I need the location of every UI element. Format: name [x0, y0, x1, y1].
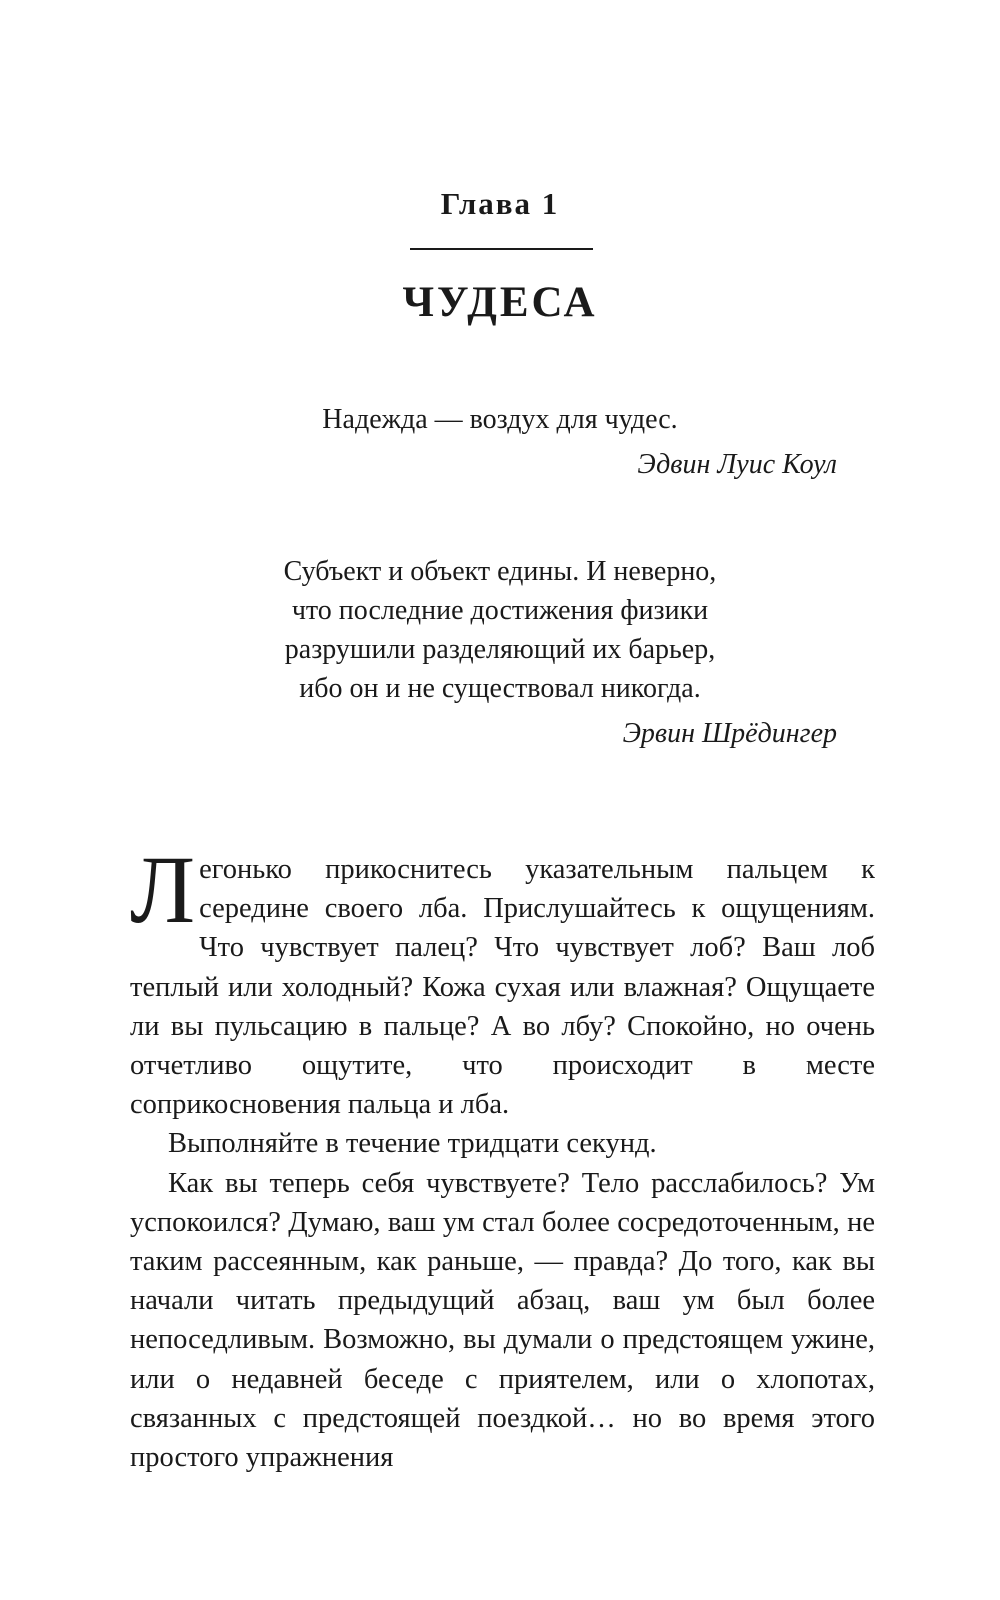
epigraph-line: что последние достижения физики — [291, 595, 709, 626]
chapter-body — [130, 836, 875, 1477]
epigraph-author: Эдвин Луис Коул — [637, 449, 837, 480]
epigraph — [0, 400, 1000, 484]
chapter-label: Глава 1 — [440, 186, 560, 221]
paragraph — [130, 836, 875, 1124]
chapter-divider — [410, 248, 593, 250]
epigraph — [0, 552, 1000, 753]
chapter-title: ЧУДЕСА — [402, 279, 598, 326]
epigraph-line: разрушили разделяющий их барьер, — [284, 634, 716, 665]
epigraph-author: Эрвин Шрёдингер — [622, 718, 837, 749]
drop-cap: Л — [130, 836, 196, 943]
epigraph-line: ибо он и не существовал никогда. — [299, 673, 701, 704]
paragraph: Как вы теперь себя чувствуете? Тело расслабилось? Ум успокоился? Думаю, ваш ум стал более сосредоточенным, не таким рассеянным, как раньше, — правда? До того, как вы начали читать предыдущий абзац, ваш ум был более непоседливым. Возможно, вы думали о предстоящем ужине, или о недавней беседе с приятелем, или о хлопотах, связанных с предстоящей поездкой… но во время этого простого упражнения — [130, 1167, 875, 1474]
paragraph-text: егонько прикоснитесь указательным пальцем к середине своего лба. Прислушайтесь к ощущениям. Что чувствует палец? Что чувствует лоб? Ваш лоб теплый или холодный? Кожа сухая или влажная? Ощущаете ли вы пульсацию в пальце? А во лбу? Спокойно, но очень отчетливо ощутите, что происходит в месте соприкосновения пальца и лба. — [130, 854, 875, 1121]
epigraph-line: Надежда — воздух для чудес. — [322, 404, 678, 435]
paragraph: Выполняйте в течение тридцати секунд. — [168, 1128, 657, 1160]
epigraph-line: Субъект и объект едины. И неверно, — [283, 556, 717, 587]
